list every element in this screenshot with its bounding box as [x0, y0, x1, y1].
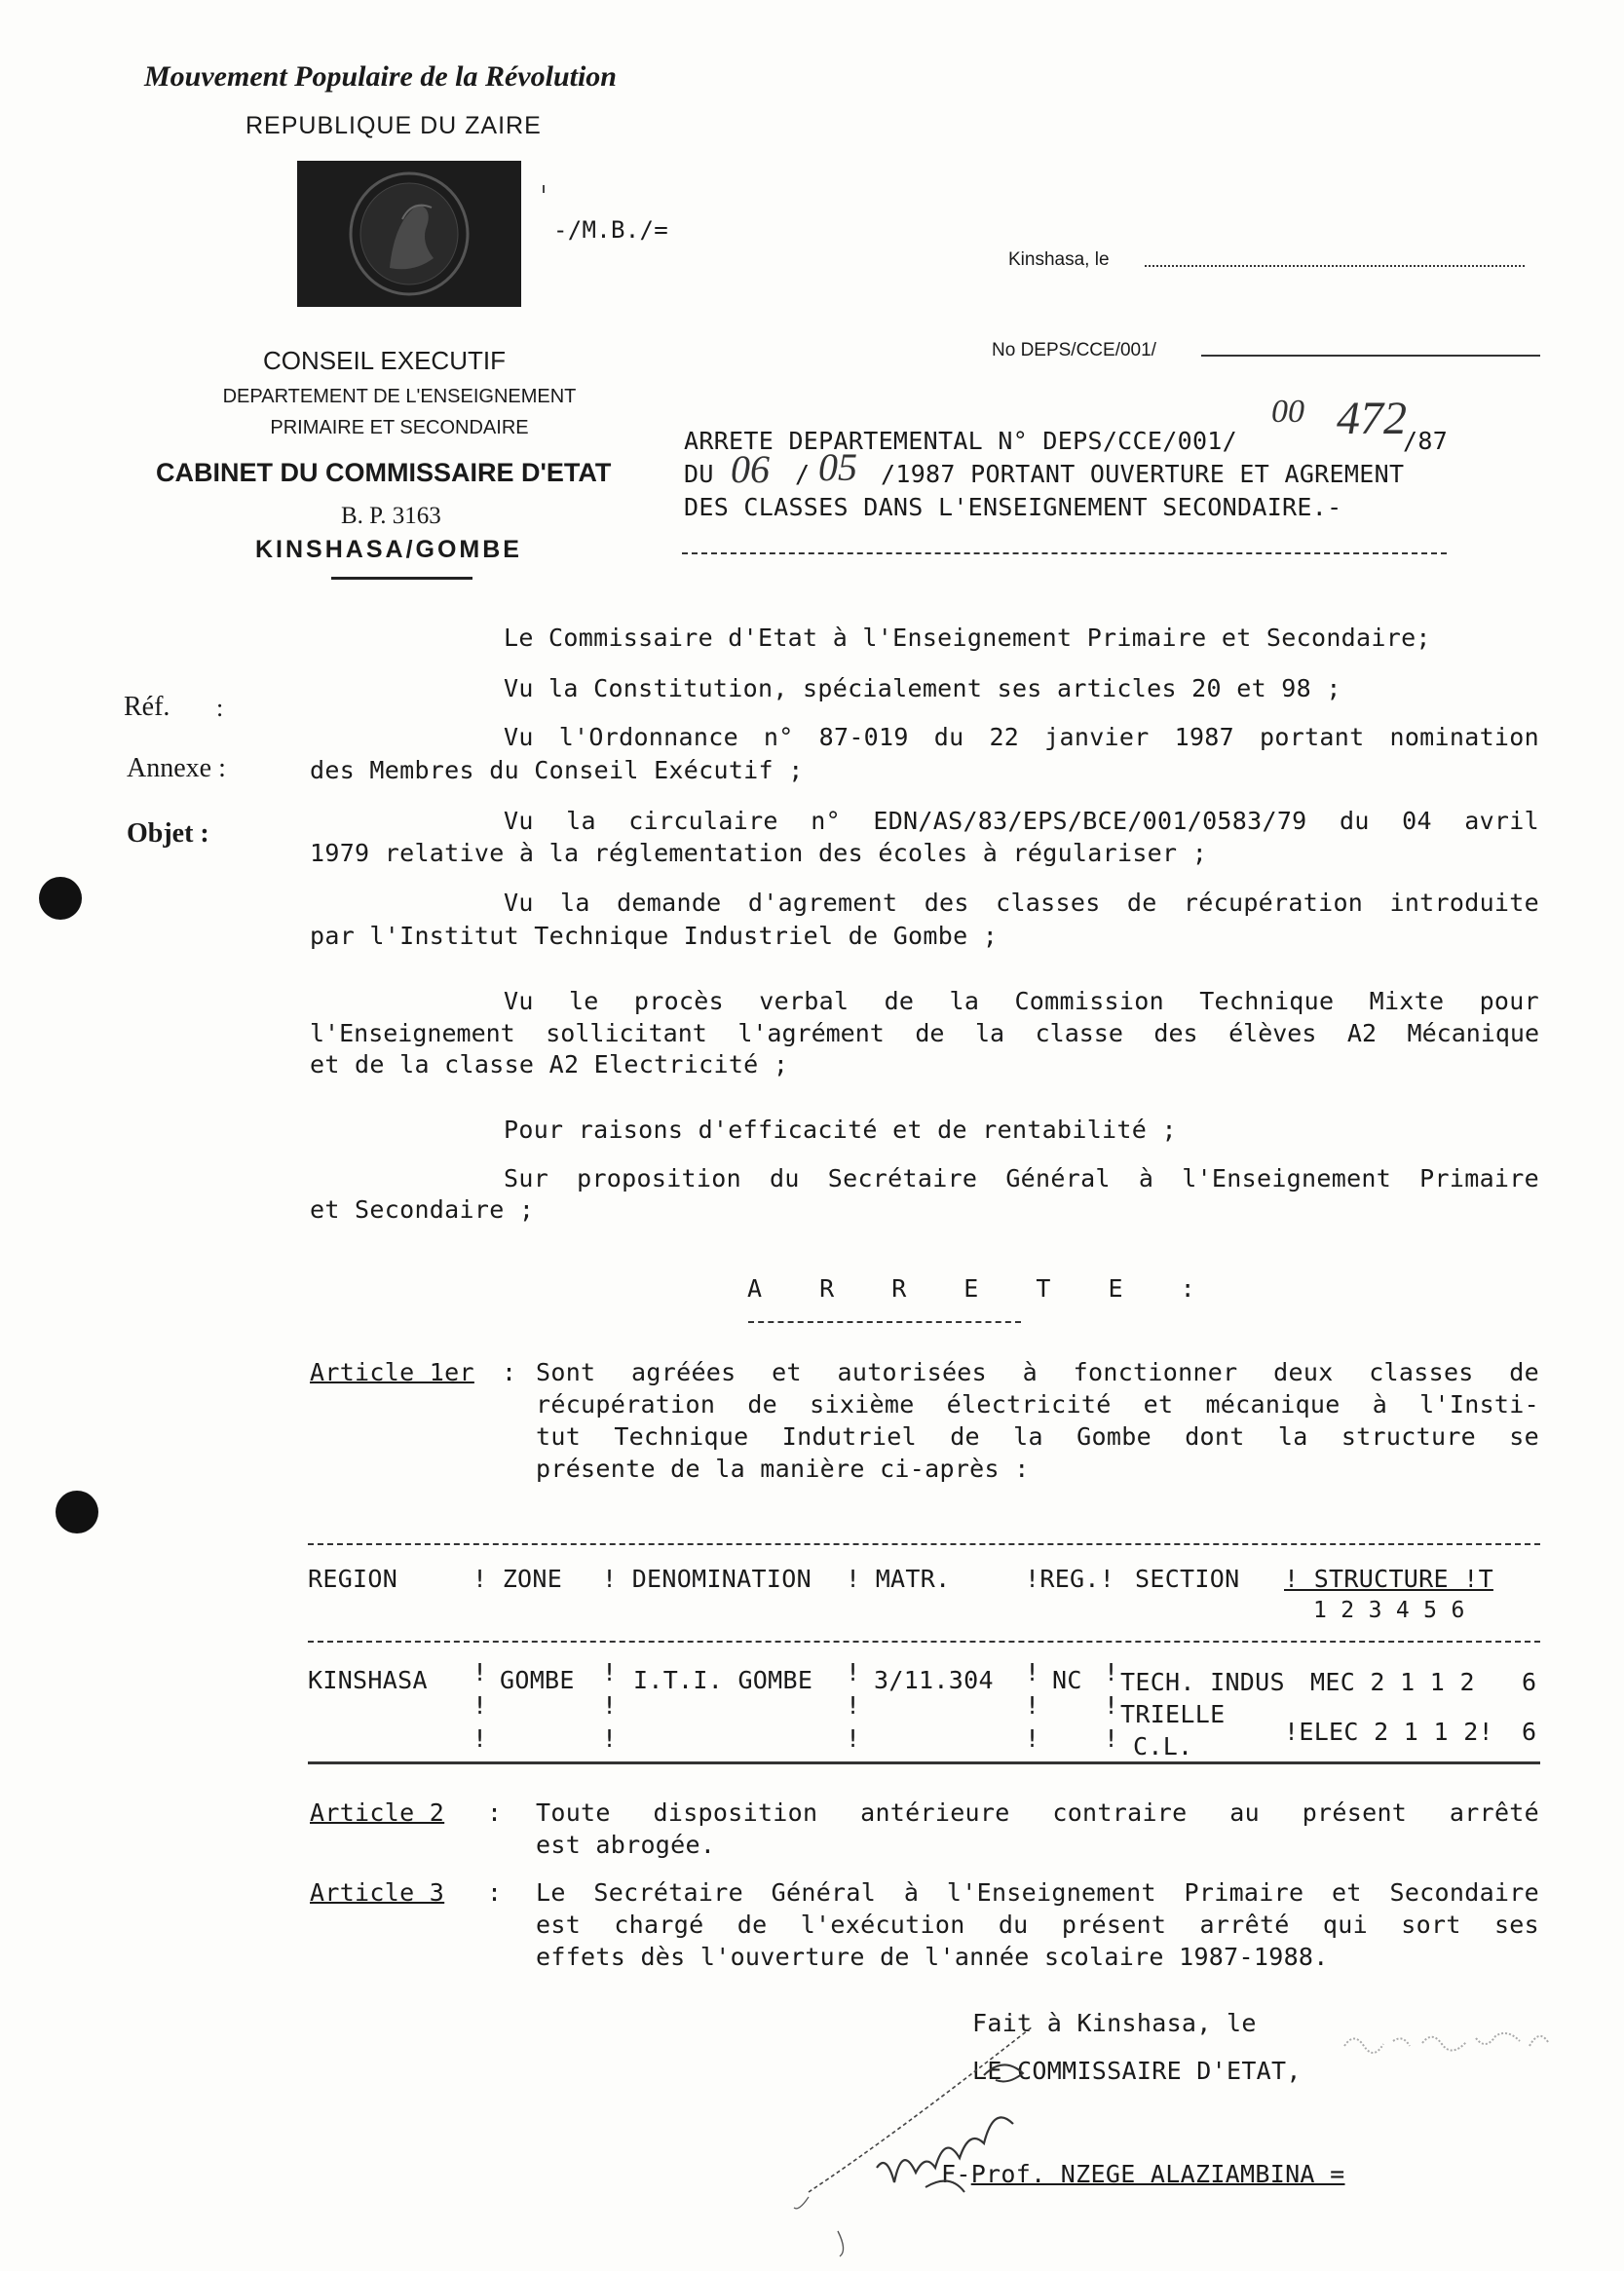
- cabinet-name: CABINET DU COMMISSAIRE D'ETAT: [156, 458, 612, 487]
- cell-reg: NC: [1052, 1666, 1082, 1694]
- preamble-ordinance-line-1: Vu l'Ordonnance n° 87-019 du 22 janvier 1987 portant nomination: [504, 723, 1539, 751]
- table-top-rule: [308, 1543, 1540, 1545]
- reference-number-label: No DEPS/CCE/001/: [992, 340, 1156, 360]
- city-underline: [331, 577, 472, 580]
- signatory-name: Prof. NZEGE ALAZIAMBINA =: [970, 2160, 1345, 2188]
- cell-section-2: TRIELLE: [1120, 1700, 1226, 1728]
- date-line: [1145, 265, 1525, 267]
- header-denomination: ! DENOMINATION: [602, 1565, 812, 1593]
- reference-line: [1201, 355, 1540, 357]
- article-1-line-1: Sont agréées et autorisées à fonctionner deux classes de: [536, 1358, 1539, 1386]
- col-sep-2: ! ! !: [602, 1658, 618, 1753]
- decree-year-suffix: /87: [1403, 427, 1449, 455]
- ministry-code: -/M.B./=: [553, 216, 668, 244]
- cell-structure-mec: MEC 2 1 1 2: [1310, 1668, 1475, 1696]
- decree-number-prefix: ARRETE DEPARTEMENTAL N° DEPS/CCE/001/: [684, 427, 1237, 455]
- header-zone: ! ZONE: [472, 1565, 563, 1593]
- table-header-rule: [308, 1641, 1540, 1643]
- col-sep-1: ! ! !: [472, 1658, 488, 1753]
- cell-section-3: C.L.: [1133, 1732, 1193, 1760]
- article-3-line-3: effets dès l'ouverture de l'année scolaire 1987-1988.: [536, 1943, 1329, 1971]
- arrete-underline: [748, 1321, 1021, 1323]
- article-3-line-1: Le Secrétaire Général à l'Enseignement Primaire et Secondaire: [536, 1878, 1539, 1907]
- header-structure: [1284, 1565, 1493, 1593]
- date-label: Kinshasa, le: [1008, 249, 1110, 270]
- preamble-minutes-line-3: et de la classe A2 Electricité ;: [310, 1050, 789, 1079]
- ref-label: Réf.: [124, 692, 170, 722]
- annexe-label: Annexe :: [127, 753, 226, 783]
- cell-zone: GOMBE: [500, 1666, 575, 1694]
- header-structure-label: ! STRUCTURE !T: [1284, 1565, 1493, 1593]
- punch-hole-top: [39, 877, 82, 920]
- handwritten-month: 05: [818, 445, 857, 489]
- article-3-colon: :: [487, 1878, 503, 1907]
- decree-title-line-2: [684, 460, 714, 488]
- preamble-constitution: Vu la Constitution, spécialement ses articles 20 et 98 ;: [504, 674, 1341, 702]
- department-line-2: PRIMAIRE ET SECONDAIRE: [270, 417, 529, 438]
- motto-line: Mouvement Populaire de la Révolution: [144, 60, 617, 93]
- cell-total-elec: 6: [1522, 1718, 1537, 1746]
- article-2-line-2: est abrogée.: [536, 1831, 716, 1859]
- cell-structure-elec: !ELEC 2 1 1 2!: [1284, 1718, 1493, 1746]
- preamble-proposal-line-1: Sur proposition du Secrétaire Général à l'Enseignement Primaire: [504, 1164, 1539, 1192]
- emblem-seal: [297, 161, 521, 307]
- header-structure-digits: 1 2 3 4 5 6: [1313, 1598, 1465, 1623]
- closing-title: LE COMMISSAIRE D'ETAT,: [972, 2057, 1302, 2085]
- preamble-minutes-line-1: Vu le procès verbal de la Commission Technique Mixte pour: [504, 987, 1539, 1015]
- article-1-line-3: tut Technique Indutriel de la Gombe dont la structure se: [536, 1422, 1539, 1451]
- preamble-circular-line-1: Vu la circulaire n° EDN/AS/83/EPS/BCE/001/0583/79 du 04 avril: [504, 807, 1539, 835]
- article-2-line-1: Toute disposition antérieure contraire au présent arrêté: [536, 1798, 1539, 1827]
- decree-title-line-3: DES CLASSES DANS L'ENSEIGNEMENT SECONDAIRE.-: [684, 493, 1342, 521]
- header-region: REGION: [308, 1565, 398, 1593]
- republic-name: REPUBLIQUE DU ZAIRE: [245, 112, 542, 139]
- arrete-heading: A R R E T E :: [747, 1274, 1217, 1303]
- faint-stamp-scribble: [1340, 2017, 1554, 2065]
- handwritten-day: 06: [731, 447, 770, 491]
- ref-colon: :: [216, 694, 224, 722]
- handwritten-decree-number: 472: [1337, 393, 1407, 444]
- header-section: SECTION: [1135, 1565, 1240, 1593]
- article-3-title: Article 3: [310, 1878, 445, 1907]
- preamble-efficiency: Pour raisons d'efficacité et de rentabilité ;: [504, 1116, 1177, 1144]
- article-1-colon: :: [502, 1358, 517, 1386]
- article-2-title: Article 2: [310, 1798, 445, 1827]
- preamble-request-line-1: Vu la demande d'agrement des classes de récupération introduite: [504, 889, 1539, 917]
- emblem-icon: [297, 161, 521, 307]
- cell-matr: 3/11.304: [874, 1666, 994, 1694]
- objet-label: Objet :: [127, 818, 209, 849]
- postal-box: B. P. 3163: [341, 503, 441, 529]
- preamble-commissioner: Le Commissaire d'Etat à l'Enseignement Primaire et Secondaire;: [504, 624, 1431, 652]
- table-bottom-rule: [308, 1761, 1540, 1764]
- article-1-label: [310, 1358, 474, 1386]
- preamble-minutes-line-2: l'Enseignement sollicitant l'agrément de la classe des élèves A2 Mécanique: [310, 1019, 1539, 1047]
- department-line-1: DEPARTEMENT DE L'ENSEIGNEMENT: [222, 386, 577, 407]
- col-sep-3: ! ! !: [846, 1658, 861, 1753]
- cell-section-1: TECH. INDUS: [1120, 1668, 1285, 1696]
- date-slash: /: [795, 460, 811, 488]
- article-1-title: Article 1er: [310, 1358, 474, 1386]
- punch-hole-bottom: [56, 1491, 98, 1533]
- article-1-line-4: présente de la manière ci-après :: [536, 1455, 1030, 1483]
- article-3-label: [310, 1878, 444, 1907]
- preamble-ordinance-line-2: des Membres du Conseil Exécutif ;: [310, 756, 804, 784]
- cell-region: KINSHASA: [308, 1666, 428, 1694]
- preamble-circular-line-2: 1979 relative à la réglementation des écoles à régulariser ;: [310, 839, 1208, 867]
- closing-place: Fait à Kinshasa, le: [972, 2009, 1257, 2037]
- small-mark: [543, 185, 545, 193]
- header-matr: ! MATR.: [846, 1565, 951, 1593]
- cell-denomination: I.T.I. GOMBE: [633, 1666, 813, 1694]
- name-prefix: F-: [941, 2160, 971, 2188]
- du-label: DU: [684, 460, 714, 488]
- title-rule: [682, 552, 1447, 554]
- article-1-line-2: récupération de sixième électricité et mécanique à l'Insti-: [536, 1390, 1539, 1419]
- article-3-line-2: est chargé de l'exécution du présent arrêté qui sort ses: [536, 1911, 1539, 1939]
- col-sep-5: ! ! !: [1104, 1658, 1119, 1753]
- cell-total-mec: 6: [1522, 1668, 1537, 1696]
- preamble-request-line-2: par l'Institut Technique Industriel de Gombe ;: [310, 922, 999, 950]
- header-reg: !REG.!: [1025, 1565, 1115, 1593]
- preamble-proposal-line-2: et Secondaire ;: [310, 1195, 535, 1224]
- handwritten-decree-prefix: 00: [1271, 394, 1304, 430]
- col-sep-4: ! ! !: [1025, 1658, 1040, 1753]
- council-name: CONSEIL EXECUTIF: [263, 346, 506, 375]
- handwritten-signature: [779, 1987, 1286, 2260]
- decree-title-rest: /1987 PORTANT OUVERTURE ET AGREMENT: [881, 460, 1405, 488]
- article-2-label: [310, 1798, 444, 1827]
- city-name: KINSHASA/GOMBE: [255, 536, 522, 563]
- article-2-colon: :: [487, 1798, 503, 1827]
